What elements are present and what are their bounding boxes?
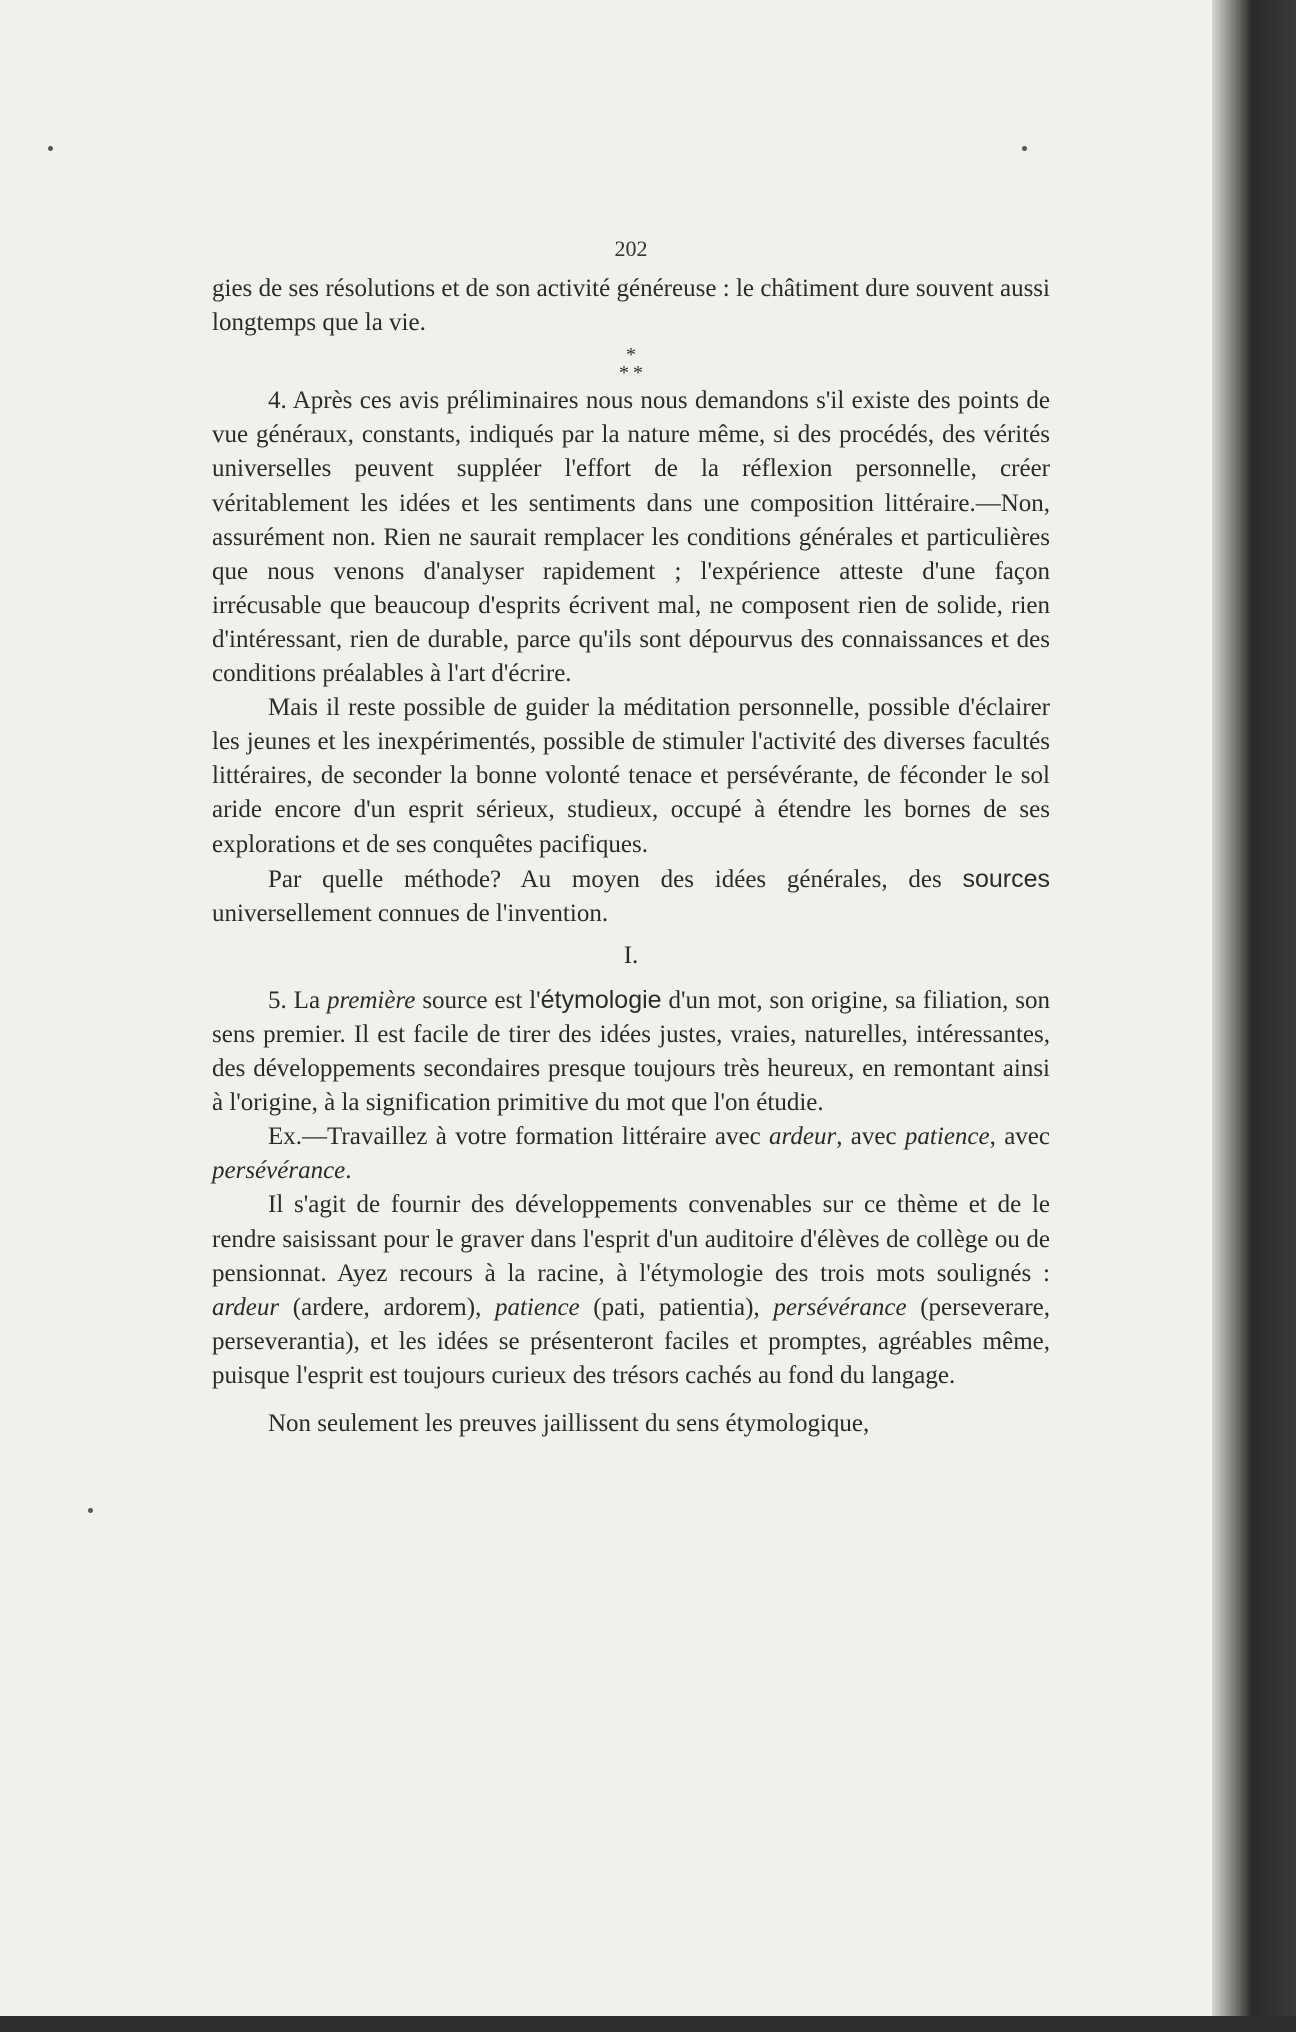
text-run: Il s'agit de fournir des développements convenables sur ce thème et de le rendre saisissant pour le graver dans l'esprit d'un auditoire d'élèves de collège ou de pensionnat. Ayez recours à la racine, à l'étymologie des trois mots soulignés :	[212, 1191, 1050, 1287]
paragraph-sagit	[212, 1188, 1050, 1393]
bold-term-etymologie: étymologie	[540, 985, 662, 1014]
paragraph-example	[212, 1120, 1050, 1188]
text-run: , avec	[836, 1123, 905, 1151]
bold-term-sources: sources	[962, 864, 1050, 893]
text-run: (perseverare, perseverantia), et les idées se présenteront faciles et promptes, agréables même, puisque l'esprit est toujours curieux des trésors cachés au fond du langage.	[212, 1293, 1050, 1389]
paragraph-methode	[212, 862, 1050, 931]
paragraph-mais: Mais il reste possible de guider la méditation personnelle, possible d'éclairer les jeunes et les inexpérimentés, possible de stimuler l'activité des diverses facultés littéraires, de seconder la bonne volonté tenace et persévérante, de féconder le sol aride encore d'un esprit sérieux, studieux, occupé à étendre les bornes de ses explorations et de ses conquêtes pacifiques.	[212, 694, 1050, 858]
italic-term: première	[326, 986, 416, 1014]
continuation-paragraph: gies de ses résolutions et de son activité généreuse : le châtiment dure souvent aussi longtemps que la vie.	[212, 275, 1050, 337]
text-run: 5. La	[268, 986, 327, 1014]
text-run: (ardere, ardorem),	[279, 1293, 495, 1321]
page-number: 202	[614, 236, 648, 261]
asterism-text: * * *	[618, 344, 643, 385]
text-run: universellement connues de l'invention.	[212, 899, 609, 927]
text-run: source est l'	[415, 986, 541, 1014]
text-run: .	[345, 1157, 352, 1185]
page-content	[212, 232, 1050, 1441]
scan-bottom-edge	[0, 2016, 1296, 2032]
paragraph-gap	[212, 1393, 1050, 1407]
italic-term: persévérance	[212, 1157, 346, 1185]
text-run: (pati, patientia),	[579, 1293, 774, 1321]
paragraph-5	[212, 983, 1050, 1120]
asterism-ornament	[212, 344, 1050, 385]
paper-speck	[48, 146, 53, 151]
italic-term: ardeur	[212, 1293, 280, 1321]
italic-term: patience	[494, 1293, 580, 1321]
paper-speck	[88, 1508, 93, 1513]
paragraph-4: 4. Après ces avis préliminaires nous nous demandons s'il existe des points de vue généraux, constants, indiqués par la nature même, si des procédés, des vérités universelles peuvent suppléer l'effort de la réflexion personnelle, créer véritablement les idées et les sentiments dans une composition littéraire.—Non, assurément non. Rien ne saurait remplacer les conditions générales et particulières que nous venons d'analyser rapidement ; l'expérience atteste d'une façon irrécusable que beaucoup d'esprits écrivent mal, ne composent rien de solide, rien d'intéressant, rien de durable, parce qu'ils sont dépourvus des connaissances et des conditions préalables à l'art d'écrire.	[212, 387, 1050, 688]
paper-speck	[1022, 146, 1027, 151]
italic-term: persévérance	[773, 1293, 907, 1321]
book-binding-shadow	[1212, 0, 1296, 2032]
paragraph-non-seulement: Non seulement les preuves jaillissent du sens étymologique,	[268, 1410, 870, 1437]
italic-term: patience	[904, 1123, 990, 1151]
text-run: d'un mot, son origine, sa filiation, son sens premier. Il est facile de tirer des idées justes, vraies, naturelles, intéressantes, des développements secondaires presque toujours très heureux, en remontant ainsi à l'origine, à la signification primitive du mot que l'on étudie.	[212, 986, 1050, 1117]
text-run: , avec	[989, 1123, 1050, 1151]
text-run: Par quelle méthode? Au moyen des idées générales, des	[268, 865, 963, 893]
text-run: Ex.—Travaillez à votre formation littéraire avec	[268, 1123, 770, 1151]
italic-term: ardeur	[769, 1123, 837, 1151]
section-numeral: I.	[623, 941, 639, 969]
